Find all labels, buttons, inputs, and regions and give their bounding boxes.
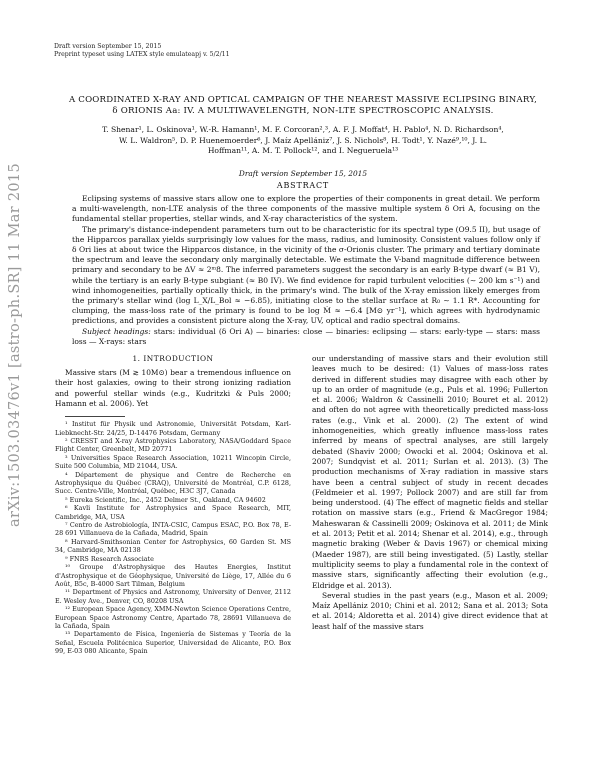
footnote: ¹ Institut für Physik und Astronomie, Universität Potsdam, Karl-Liebknecht-Str. 24/25, D-14476 Potsdam, Germany (55, 420, 291, 437)
author-line-1: T. Shenar¹, L. Oskinova¹, W.-R. Hamann¹, M. F. Corcoran²,³, A. F. J. Moffat⁴, H. Pablo⁴, N. D. Richardson⁴, (102, 125, 504, 134)
intro-paragraph: Massive stars (M ≳ 10M⊙) bear a tremendous influence on their host galaxies, owing to their strong ionizing radiation and powerful stellar winds (e.g., Kudritzki & Puls 2000; Hamann et al. 2006). Yet (55, 368, 291, 408)
abstract-paragraph-1: Eclipsing systems of massive stars allow one to explore the properties of their components in great detail. We perform a multi-wavelength, non-LTE analysis of the three components of the massive multiple system δ Ori A, focusing on the fundamental stellar properties, stellar winds, and X-ray characteristics of the system. (72, 194, 540, 224)
footnote: ⁵ Eureka Scientific, Inc., 2452 Delmer St., Oakland, CA 94602 (65, 495, 266, 504)
footnote: ⁸ Harvard-Smithsonian Center for Astrophysics, 60 Garden St. MS 34, Cambridge, MA 02138 (55, 537, 291, 555)
preprint-note: Preprint typeset using LATEX style emulateapj v. 5/2/11 (54, 51, 230, 58)
footnote: ⁹ FNRS Research Associate (65, 554, 154, 563)
footnote: ⁷ Centro de Astrobiología, INTA-CSIC, Campus ESAC, P.O. Box 78, E-28 691 Villanueva de la Cañada, Madrid, Spain (55, 521, 291, 538)
section-heading-introduction: 1. INTRODUCTION (132, 354, 214, 363)
footnote: ³ Universities Space Research Association, 10211 Wincopin Circle, Suite 500 Columbia, MD 21044, USA. (55, 453, 291, 471)
abstract-paragraph-2: The primary's distance-independent parameters turn out to be characteristic for its spectral type (O9.5 II), but usage of the Hipparcos parallax yields surprisingly low values for the mass, radius, and luminosity. Consistent values follow only if δ Ori lies at about twice the Hipparcos distance, in the vicinity of the σ-Orionis cluster. The primary and tertiary dominate the spectrum and leave the secondary only marginally detectable. We estimate the V-band magnitude difference between primary and secondary to be ΔV ≈ 2ᵐ8. The inferred parameters suggest the secondary is an early B-type dwarf (≈ B1 V), while the tertiary is an early B-type subgiant (≈ B0 IV). We find evidence for rapid turbulent velocities (∼ 200 km s⁻¹) and wind inhomogeneities, partially optically thick, in the primary's wind. The bulk of the X-ray emission likely emerges from the primary's stellar wind (log L_X/L_Bol ≈ −6.85), initiating close to the stellar surface at R₀ ∼ 1.1 R*. Accounting for clumping, the mass-loss rate of the primary is found to be log Ṁ ≈ −6.4 [M⊙ yr⁻¹], which agrees with hydrodynamic predictions, and provides a consistent picture along the X-ray, UV, optical and radio spectral domains. (72, 224, 540, 326)
footnote: ⁴ Département de physique and Centre de Recherche en Astrophysique du Québec (CRAQ), Université de Montréal, C.P. 6128, Succ. Centre-Ville, Montréal, Québec, H3C 3J7, Canada (55, 470, 291, 496)
arxiv-identifier-stamp (0, 95, 30, 595)
affiliation-footnotes (55, 416, 291, 655)
author-line-3: Hoffman¹¹, A. M. T. Pollock¹², and I. Negueruela¹³ (207, 146, 399, 156)
subject-headings-label: Subject headings: (82, 326, 151, 336)
title-line-1: A COORDINATED X-RAY AND OPTICAL CAMPAIGN OF THE NEAREST MASSIVE ECLIPSING BINARY, (68, 95, 538, 105)
draft-version-note: Draft version September 15, 2015 (54, 43, 162, 50)
footnote: ⁶ Kavli Institute for Astrophysics and Space Research, MIT, Cambridge, MA, USA (55, 504, 291, 521)
preprint-header (54, 43, 230, 59)
abstract-body (72, 194, 540, 347)
draft-date-line: Draft version September 15, 2015 (238, 169, 368, 178)
right-paragraph-1: our understanding of massive stars and their evolution still leaves much to be desired: (1) Values of mass-loss rates derived in different studies may disagree with each other by up to an order of magnitude (e.g., Puls et al. 1996; Fullerton et al. 2006; Waldron & Cassinelli 2010; Bouret et al. 2012) and often do not agree with theoretically predicted mass-loss rates (e.g., Vink et al. 2000). (2) The extent of wind inhomogeneities, which greatly influence mass-loss rates inferred by means of spectral analyses, are still largely debated (Shaviv 2000; Owocki et al. 2004; Oskinova et al. 2007; Sundqvist et al. 2011; Surlan et al. 2013). (3) The production mechanisms of X-ray radiation in massive stars have been a central subject of study in recent decades (Feldmeier et al. 1997; Pollock 2007) and are still far from being understood. (4) The effect of magnetic fields and stellar rotation on massive stars (e.g., Friend & MacGregor 1984; Maheswaran & Cassinelli 2009; Oskinova et al. 2011; de Mink et al. 2013; Petit et al. 2014; Shenar et al. 2014), e.g., through magnetic braking (Weber & Davis 1967) or chemical mixing (Maeder 1987), are still being investigated. (5) Lastly, stellar multiplicity seems to play a fundamental role in the context of massive stars, significantly affecting their evolution (e.g., Eldridge et al. 2013). (312, 354, 548, 590)
right-paragraph-2: Several studies in the past years (e.g., Mason et al. 2009; Maíz Apellániz 2010; Chini et al. 2012; Sana et al. 2013; Sota et al. 2014; Aldoretta et al. 2014) give direct evidence that at least half of the massive stars (312, 590, 548, 631)
title-line-2: δ ORIONIS Aa: IV. A MULTIWAVELENGTH, NON-LTE SPECTROSCOPIC ANALYSIS. (112, 106, 494, 116)
footnote: ¹¹ Department of Physics and Astronomy, University of Denver, 2112 E. Wesley Ave., Denver, CO, 80208 USA (55, 588, 291, 605)
left-column (55, 354, 291, 656)
subject-headings-text: stars: individual (δ Ori A) — binaries: close — binaries: eclipsing — stars: early-type — stars: mass loss — X-rays: stars (72, 326, 540, 346)
author-list (62, 125, 544, 157)
subject-headings (72, 327, 540, 347)
footnote: ² CRESST and X-ray Astrophysics Laboratory, NASA/Goddard Space Flight Center, Greenbelt, MD 20771 (55, 437, 291, 454)
right-column (312, 354, 548, 632)
footnote: ¹³ Departamento de Física, Ingeniería de Sistemas y Teoría de la Señal, Escuela Politécnica Superior, Universidad de Alicante, P.O. Box 99, E-03 080 Alicante, Spain (55, 630, 291, 656)
footnote: ¹² European Space Agency, XMM-Newton Science Operations Centre, European Space Astronomy Centre, Apartado 78, 28691 Villanueva de la Cañada, Spain (55, 605, 291, 630)
abstract-heading: ABSTRACT (276, 181, 330, 190)
footnote: ¹⁰ Groupe d'Astrophysique des Hautes Energies, Institut d'Astrophysique et de Géophysique, Université de Liège, 17, Allée du 6 Août, B5c, B-4000 Sart Tilman, Belgium (55, 563, 291, 588)
footnote-rule (65, 416, 125, 417)
arxiv-id-text: arXiv:1503.03476v1 [astro-ph.SR] 11 Mar 2015 (7, 163, 23, 527)
author-line-2: W. L. Waldron⁵, D. P. Huenemoerder⁶, J. Maíz Apellániz⁷, J. S. Nichols⁸, H. Todt¹, Y. Nazé⁹,¹⁰, J. L. (118, 135, 488, 145)
paper-title (64, 95, 542, 117)
